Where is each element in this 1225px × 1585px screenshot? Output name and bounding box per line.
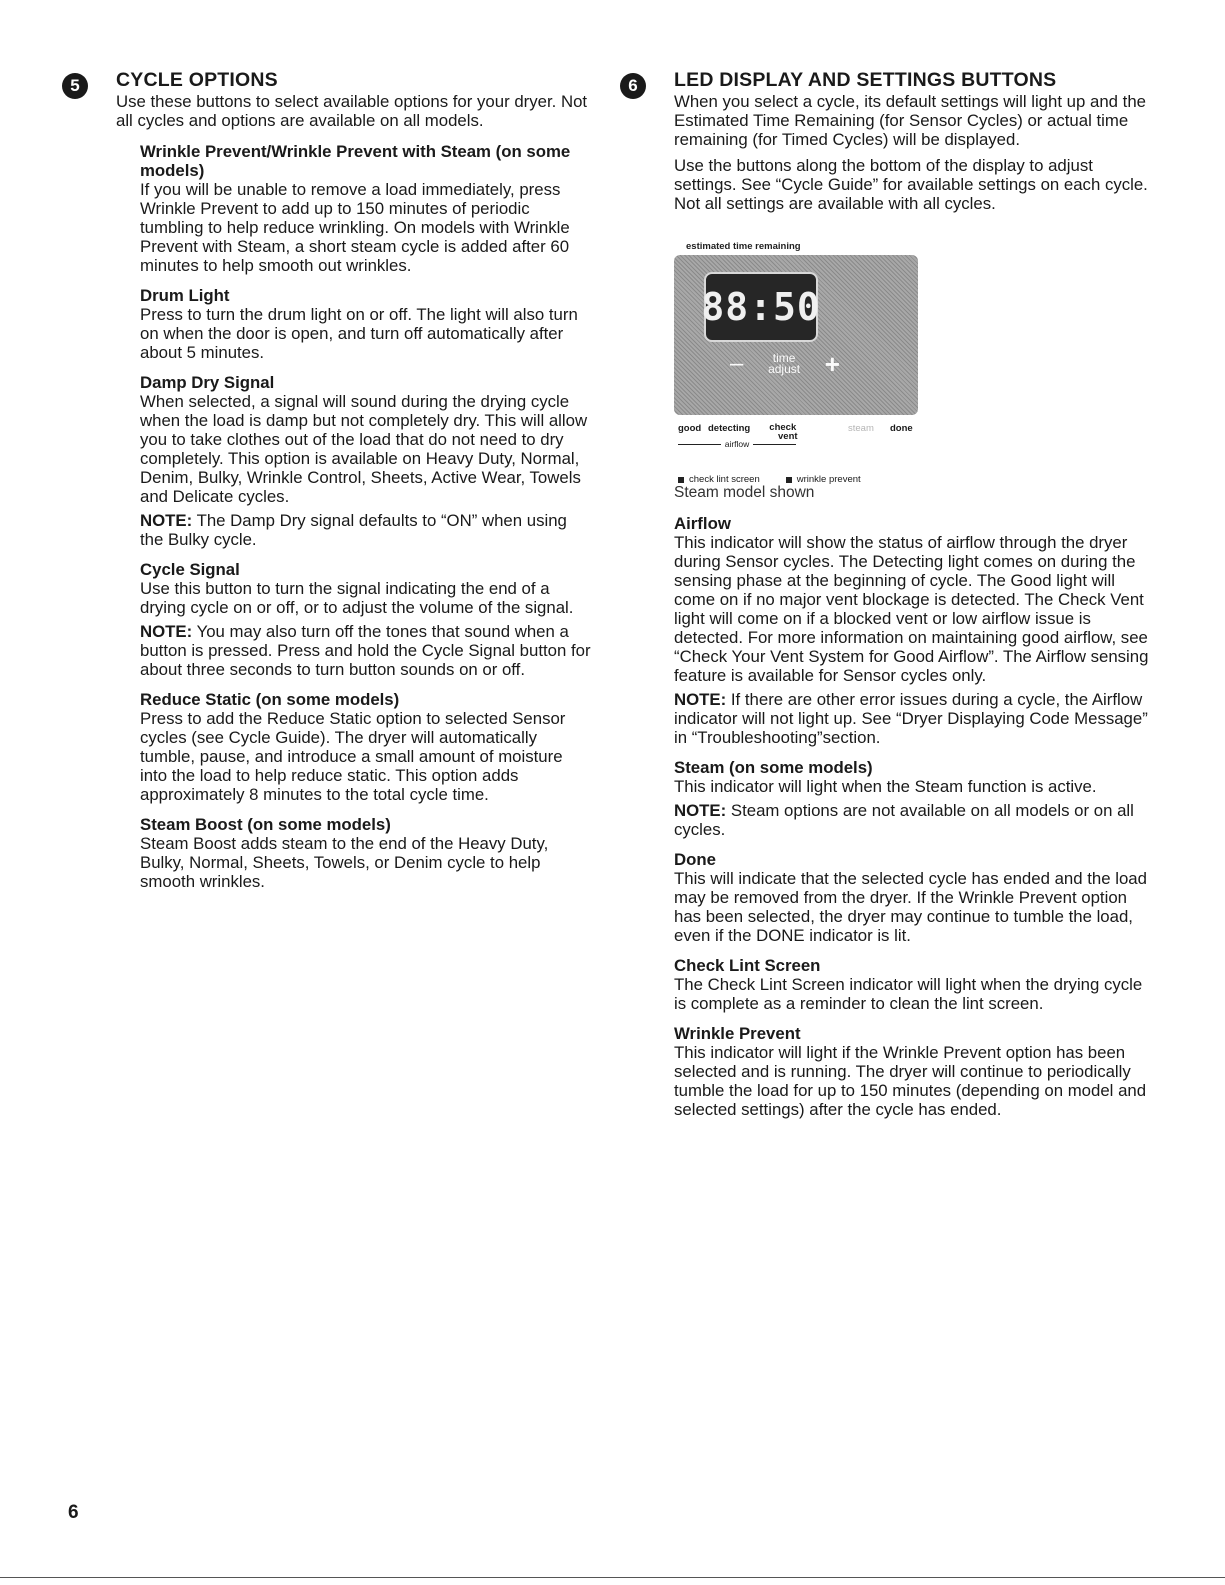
- option-title: Airflow: [674, 514, 731, 533]
- option-note: [140, 511, 592, 549]
- done-indicator: done: [890, 423, 913, 434]
- option-description: Press to turn the drum light on or off. The light will also turn on when the door is open, and turn off automatically after about 5 minutes.: [140, 305, 578, 362]
- detecting-indicator: detecting: [708, 423, 751, 434]
- display-panel: [674, 255, 918, 415]
- check-lint-legend: check lint screen: [678, 474, 760, 485]
- section-intro: Use these buttons to select available options for your dryer. Not all cycles and options are available on all models.: [116, 92, 588, 130]
- option-item: [674, 758, 1150, 839]
- option-description: This indicator will light if the Wrinkle Prevent option has been selected and is running. The dryer will continue to periodically tumble the load for up to 150 minutes (depending on model and selected settings) after the cycle has ended.: [674, 1043, 1147, 1119]
- page-number: 6: [68, 1502, 79, 1523]
- display-illustration: [674, 241, 924, 493]
- minus-icon: –: [730, 350, 744, 377]
- cycle-options-header: [62, 68, 592, 130]
- section-number-badge: 6: [620, 73, 646, 99]
- option-title: Wrinkle Prevent/Wrinkle Prevent with Steam (on some models): [140, 142, 571, 180]
- led-display-section: [620, 68, 1150, 1130]
- section-intro-2: Use the buttons along the bottom of the display to adjust settings. See “Cycle Guide” for available settings on each cycle. Not all settings are available with all cycles.: [674, 156, 1148, 213]
- good-indicator: good: [678, 423, 702, 434]
- steam-indicator: steam: [848, 423, 874, 434]
- option-item: [140, 286, 592, 362]
- option-item: [140, 690, 592, 804]
- option-title: Done: [674, 850, 716, 869]
- led-display-header: [620, 68, 1150, 213]
- note-label: NOTE:: [140, 622, 193, 641]
- plus-icon: +: [824, 348, 840, 379]
- bottom-rule: [0, 1577, 1225, 1578]
- option-item: [674, 850, 1150, 945]
- section-title: LED DISPLAY AND SETTINGS BUTTONS: [674, 69, 1057, 91]
- note-label: NOTE:: [140, 511, 193, 530]
- note-text: The Damp Dry signal defaults to “ON” when using the Bulky cycle.: [140, 511, 567, 549]
- option-title: Wrinkle Prevent: [674, 1024, 801, 1043]
- option-note: [674, 801, 1150, 839]
- option-description: This indicator will show the status of airflow through the dryer during Sensor cycles. The Detecting light comes on during the sensing phase at the beginning of cycle. The Good light will come on if no major vent blockage is detected. The Check Vent light will come on if a blocked vent or low airflow issue is detected. For more information on maintaining good airflow, see “Check Your Vent System for Good Airflow”. The Airflow sensing feature is available for Sensor cycles only.: [674, 533, 1149, 685]
- option-title: Check Lint Screen: [674, 956, 821, 975]
- option-description: The Check Lint Screen indicator will light when the drying cycle is complete as a reminder to clean the lint screen.: [674, 975, 1143, 1013]
- option-item: [674, 956, 1150, 1013]
- time-adjust-control: [730, 347, 840, 381]
- note-text: You may also turn off the tones that sound when a button is pressed. Press and hold the Cycle Signal button for about three seconds to turn button sounds on or off.: [140, 622, 591, 679]
- square-bullet-icon: [786, 477, 792, 483]
- figure-caption: Steam model shown: [674, 484, 815, 501]
- section-intro: When you select a cycle, its default settings will light up and the Estimated Time Remaining (for Sensor Cycles) or actual time remaining (for Timed Cycles) will be displayed.: [674, 92, 1146, 149]
- note-label: NOTE:: [674, 801, 727, 820]
- time-adjust-label: time adjust: [768, 351, 801, 376]
- option-description: This will indicate that the selected cycle has ended and the load may be removed from the dryer. If the Wrinkle Prevent option has been selected, the dryer may continue to tumble the load, even if the DONE indicator is lit.: [674, 869, 1147, 945]
- estimated-time-label: estimated time remaining: [686, 241, 801, 252]
- option-description: This indicator will light when the Steam function is active.: [674, 777, 1097, 796]
- option-title: Steam Boost (on some models): [140, 815, 391, 834]
- option-description: Use this button to turn the signal indicating the end of a drying cycle on or off, or to adjust the volume of the signal.: [140, 579, 574, 617]
- option-description: Steam Boost adds steam to the end of the Heavy Duty, Bulky, Normal, Sheets, Towels, or Denim cycle to help smooth wrinkles.: [140, 834, 549, 891]
- option-item: [140, 142, 592, 275]
- time-readout: 88:50: [701, 285, 821, 329]
- section-number-badge: 5: [62, 73, 88, 99]
- section-title: CYCLE OPTIONS: [116, 69, 278, 91]
- option-description: If you will be unable to remove a load immediately, press Wrinkle Prevent to add up to 150 minutes of periodic tumbling to help reduce wrinkling. On models with Wrinkle Prevent with Steam, a short steam cycle is added after 60 minutes to help smooth out wrinkles.: [140, 180, 570, 275]
- option-note: [140, 622, 592, 679]
- option-title: Drum Light: [140, 286, 230, 305]
- led-screen: [701, 272, 821, 342]
- option-item: [674, 514, 1150, 747]
- option-description: Press to add the Reduce Static option to selected Sensor cycles (see Cycle Guide). The dryer will automatically tumble, pause, and introduce a small amount of moisture into the load to help reduce static. This option adds approximately 8 minutes to the total cycle time.: [140, 709, 566, 804]
- option-item: [140, 373, 592, 549]
- cycle-options-list: [140, 142, 592, 891]
- option-item: [140, 815, 592, 891]
- status-legend: [678, 474, 861, 485]
- option-item: [140, 560, 592, 679]
- note-text: Steam options are not available on all models or on all cycles.: [674, 801, 1134, 839]
- option-note: [674, 690, 1150, 747]
- wrinkle-prevent-legend: wrinkle prevent: [786, 474, 861, 485]
- indicator-descriptions: [674, 514, 1150, 1119]
- option-title: Cycle Signal: [140, 560, 240, 579]
- note-label: NOTE:: [674, 690, 727, 709]
- option-item: [674, 1024, 1150, 1119]
- square-bullet-icon: [678, 477, 684, 483]
- airflow-bracket: [678, 439, 796, 449]
- cycle-options-section: [62, 68, 592, 902]
- option-title: Steam (on some models): [674, 758, 873, 777]
- option-title: Reduce Static (on some models): [140, 690, 400, 709]
- option-title: Damp Dry Signal: [140, 373, 275, 392]
- airflow-label: airflow: [724, 439, 750, 449]
- note-text: If there are other error issues during a cycle, the Airflow indicator will not light up. See “Dryer Displaying Code Message” in “Troubleshooting”section.: [674, 690, 1148, 747]
- check-vent-indicator: check vent: [769, 422, 798, 442]
- option-description: When selected, a signal will sound during the drying cycle when the load is damp but not completely dry. This will allow you to take clothes out of the load that do not need to dry completely. This option is available on Heavy Duty, Normal, Denim, Bulky, Wrinkle Control, Sheets, Active Wear, Towels and Delicate cycles.: [140, 392, 588, 506]
